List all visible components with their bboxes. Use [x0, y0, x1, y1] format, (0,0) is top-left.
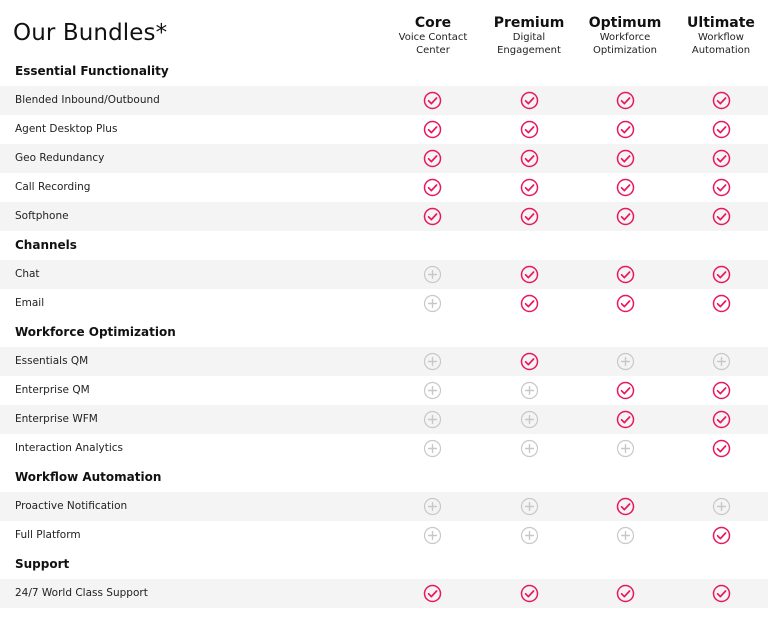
check-circle-icon: [520, 149, 539, 168]
check-circle-icon: [712, 439, 731, 458]
section-heading: Support: [15, 557, 70, 571]
feature-label: Geo Redundancy: [15, 152, 105, 164]
plus-circle-icon: [616, 439, 635, 458]
check-circle-icon: [520, 178, 539, 197]
feature-label: Interaction Analytics: [15, 442, 123, 454]
plus-circle-icon: [423, 497, 442, 516]
table-row: [0, 434, 768, 463]
check-circle-icon: [616, 381, 635, 400]
plus-circle-icon: [520, 439, 539, 458]
plus-circle-icon: [520, 381, 539, 400]
section-heading: Essential Functionality: [15, 64, 169, 78]
table-row: [0, 376, 768, 405]
table-row: [0, 144, 768, 173]
table-row: [0, 521, 768, 550]
table-row: [0, 173, 768, 202]
check-circle-icon: [616, 207, 635, 226]
check-circle-icon: [423, 120, 442, 139]
column-header-core: [378, 15, 488, 57]
plus-circle-icon: [520, 497, 539, 516]
section-heading: Workflow Automation: [15, 470, 162, 484]
plus-circle-icon: [520, 410, 539, 429]
check-circle-icon: [423, 149, 442, 168]
plus-circle-icon: [423, 381, 442, 400]
table-row: [0, 579, 768, 608]
check-circle-icon: [712, 265, 731, 284]
check-circle-icon: [616, 149, 635, 168]
plus-circle-icon: [423, 439, 442, 458]
plus-circle-icon: [423, 294, 442, 313]
column-name: Ultimate: [687, 15, 755, 31]
column-name: Core: [414, 15, 452, 31]
feature-label: Email: [15, 297, 45, 309]
page-title: Our Bundles*: [13, 20, 168, 46]
check-circle-icon: [712, 178, 731, 197]
feature-label: Call Recording: [15, 181, 91, 193]
check-circle-icon: [712, 149, 731, 168]
table-row: [0, 86, 768, 115]
check-circle-icon: [616, 410, 635, 429]
feature-label: Agent Desktop Plus: [15, 123, 118, 135]
check-circle-icon: [423, 91, 442, 110]
check-circle-icon: [520, 91, 539, 110]
table-row: [0, 347, 768, 376]
check-circle-icon: [616, 584, 635, 603]
plus-circle-icon: [423, 352, 442, 371]
check-circle-icon: [520, 352, 539, 371]
table-row: [0, 405, 768, 434]
column-header-ultimate: [666, 15, 768, 57]
check-circle-icon: [616, 120, 635, 139]
section-heading: Channels: [15, 238, 77, 252]
column-subtitle-line1: Workflow: [698, 32, 744, 43]
check-circle-icon: [616, 265, 635, 284]
column-header-premium: [474, 15, 584, 57]
feature-label: Softphone: [15, 210, 69, 222]
check-circle-icon: [712, 91, 731, 110]
column-subtitle-line2: Optimization: [593, 45, 657, 56]
plus-circle-icon: [712, 352, 731, 371]
check-circle-icon: [712, 381, 731, 400]
feature-label: Enterprise QM: [15, 384, 90, 396]
check-circle-icon: [423, 178, 442, 197]
table-row: [0, 260, 768, 289]
column-subtitle-line1: Voice Contact: [398, 32, 468, 43]
check-circle-icon: [712, 207, 731, 226]
feature-label: Proactive Notification: [15, 500, 128, 512]
check-circle-icon: [520, 120, 539, 139]
table-row: [0, 115, 768, 144]
plus-circle-icon: [520, 526, 539, 545]
column-subtitle-line1: Workforce: [599, 32, 651, 43]
check-circle-icon: [712, 120, 731, 139]
feature-label: Full Platform: [15, 529, 81, 541]
column-subtitle-line2: Automation: [691, 45, 751, 56]
feature-label: Chat: [15, 268, 40, 280]
check-circle-icon: [520, 294, 539, 313]
column-subtitle-line2: Center: [416, 45, 450, 56]
bundle-comparison-table: [0, 57, 768, 608]
plus-circle-icon: [616, 352, 635, 371]
plus-circle-icon: [712, 497, 731, 516]
check-circle-icon: [423, 584, 442, 603]
plus-circle-icon: [423, 526, 442, 545]
table-row: [0, 202, 768, 231]
plus-circle-icon: [616, 526, 635, 545]
check-circle-icon: [712, 294, 731, 313]
check-circle-icon: [712, 526, 731, 545]
column-subtitle-line1: Digital: [512, 32, 546, 43]
feature-label: Enterprise WFM: [15, 413, 98, 425]
check-circle-icon: [616, 178, 635, 197]
check-circle-icon: [616, 91, 635, 110]
plus-circle-icon: [423, 410, 442, 429]
feature-label: Essentials QM: [15, 355, 89, 367]
check-circle-icon: [520, 207, 539, 226]
check-circle-icon: [423, 207, 442, 226]
column-name: Optimum: [588, 15, 662, 31]
check-circle-icon: [520, 584, 539, 603]
feature-label: 24/7 World Class Support: [15, 587, 148, 599]
plus-circle-icon: [423, 265, 442, 284]
check-circle-icon: [616, 497, 635, 516]
column-name: Premium: [493, 15, 565, 31]
check-circle-icon: [616, 294, 635, 313]
table-row: [0, 492, 768, 521]
section-heading: Workforce Optimization: [15, 325, 176, 339]
column-subtitle-line2: Engagement: [497, 45, 561, 56]
table-row: [0, 289, 768, 318]
check-circle-icon: [520, 265, 539, 284]
check-circle-icon: [712, 410, 731, 429]
column-header-optimum: [570, 15, 680, 57]
check-circle-icon: [712, 584, 731, 603]
feature-label: Blended Inbound/Outbound: [15, 94, 160, 106]
